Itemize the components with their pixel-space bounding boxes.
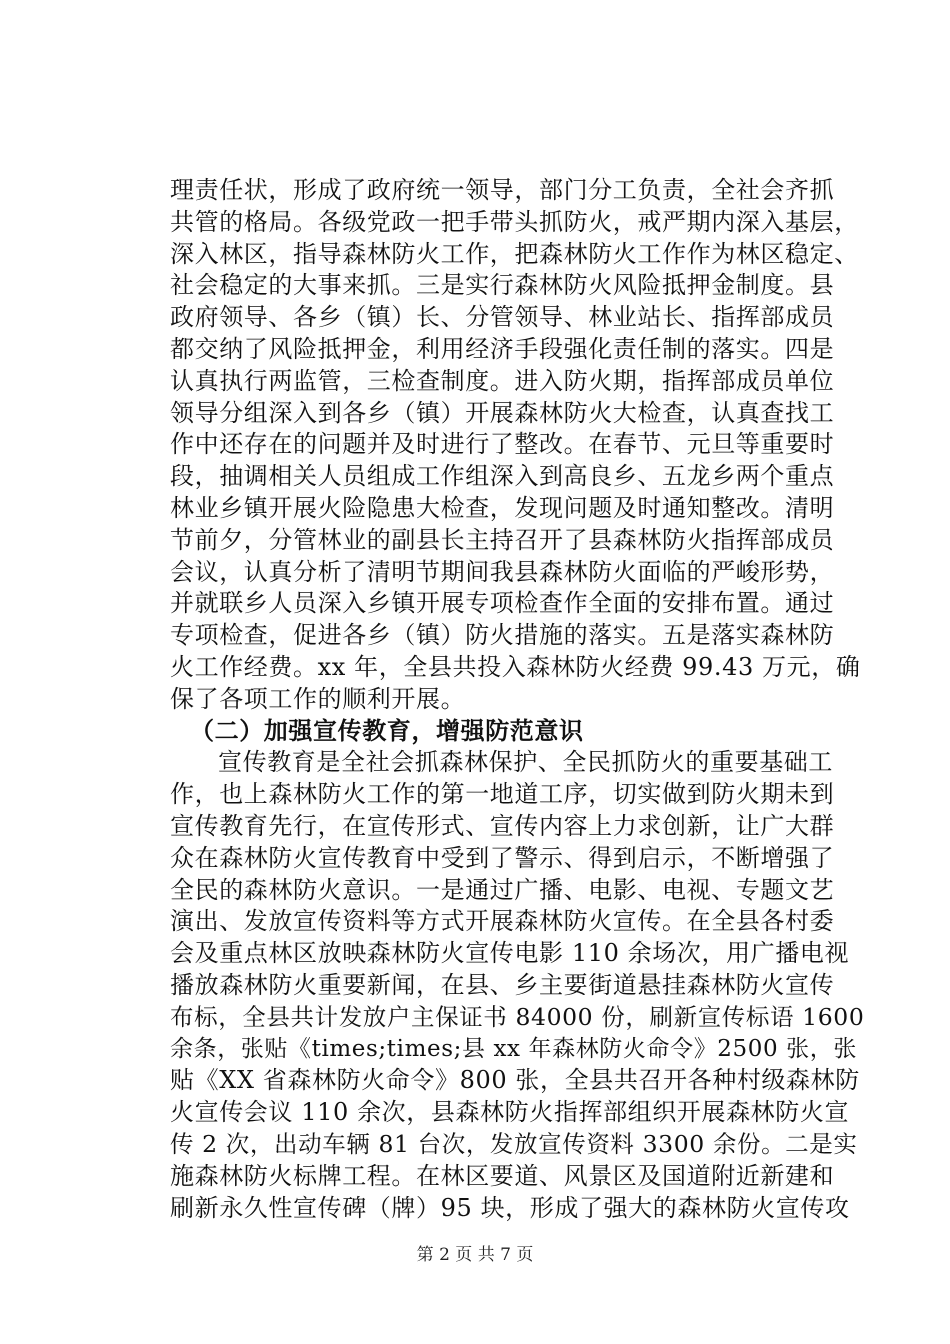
- paragraph-1: [170, 175, 870, 716]
- section-heading: （二）加强宣传教育，增强防范意识: [190, 716, 584, 745]
- text-line: 社会稳定的大事来抓。三是实行森林防火风险抵押金制度。县: [170, 271, 835, 300]
- text-line: 林业乡镇开展火险隐患大检查，发现问题及时通知整改。清明: [170, 493, 835, 522]
- text-line: 火工作经费。xx 年，全县共投入森林防火经费 99.43 万元，确: [170, 652, 861, 681]
- text-line: 刷新永久性宣传碑（牌）95 块，形成了强大的森林防火宣传攻: [170, 1193, 850, 1222]
- text-line: 宣传教育是全社会抓森林保护、全民抓防火的重要基础工: [218, 748, 833, 777]
- text-line: 专项检查，促进各乡（镇）防火措施的落实。五是落实森林防: [170, 621, 835, 650]
- text-line: 传 2 次，出动车辆 81 台次，发放宣传资料 3300 余份。二是实: [170, 1129, 858, 1158]
- text-line: 保了各项工作的顺利开展。: [170, 684, 466, 713]
- text-line: 余条，张贴《times;times;县 xx 年森林防火命令》2500 张，张: [170, 1035, 857, 1062]
- text-line: 共管的格局。各级党政一把手带头抓防火，戒严期内深入基层，: [170, 207, 859, 236]
- text-line: 布标，全县共计发放户主保证书 84000 份，刷新宣传标语 1600: [170, 1002, 865, 1031]
- paragraph-2: [170, 747, 870, 1224]
- text-line: 段，抽调相关人员组成工作组深入到高良乡、五龙乡两个重点: [170, 462, 835, 491]
- page-number-footer: 第 2 页 共 7 页: [416, 1245, 534, 1265]
- text-line: 演出、发放宣传资料等方式开展森林防火宣传。在全县各村委: [170, 907, 835, 936]
- text-line: 深入林区，指导森林防火工作，把森林防火工作作为林区稳定、: [170, 239, 859, 268]
- text-line: 政府领导、各乡（镇）长、分管领导、林业站长、指挥部成员: [170, 303, 835, 332]
- text-line: 施森林防火标牌工程。在林区要道、风景区及国道附近新建和: [170, 1161, 835, 1190]
- text-line: 宣传教育先行，在宣传形式、宣传内容上力求创新，让广大群: [170, 811, 835, 840]
- text-line: 全民的森林防火意识。一是通过广播、电影、电视、专题文艺: [170, 875, 835, 904]
- text-line: 节前夕，分管林业的副县长主持召开了县森林防火指挥部成员: [170, 525, 835, 554]
- text-line: 作，也上森林防火工作的第一地道工序，切实做到防火期未到: [170, 780, 835, 809]
- text-line: 认真执行两监管，三检查制度。进入防火期，指挥部成员单位: [170, 366, 835, 395]
- text-line: 都交纳了风险抵押金，利用经济手段强化责任制的落实。四是: [170, 334, 835, 363]
- text-line: 会议，认真分析了清明节期间我县森林防火面临的严峻形势，: [170, 557, 835, 586]
- text-line: 火宣传会议 110 余次，县森林防火指挥部组织开展森林防火宣: [170, 1098, 850, 1127]
- text-line: 贴《XX 省森林防火命令》800 张，全县共召开各种村级森林防: [170, 1066, 860, 1095]
- body-text: [170, 175, 870, 1224]
- text-line: 播放森林防火重要新闻，在县、乡主要街道悬挂森林防火宣传: [170, 970, 835, 999]
- text-line: 理责任状，形成了政府统一领导，部门分工负责，全社会齐抓: [170, 176, 835, 204]
- text-line: 作中还存在的问题并及时进行了整改。在春节、元旦等重要时: [170, 430, 835, 459]
- text-line: 众在森林防火宣传教育中受到了警示、得到启示，不断增强了: [170, 843, 835, 872]
- text-line: 会及重点林区放映森林防火宣传电影 110 余场次，用广播电视: [170, 939, 850, 968]
- text-line: 并就联乡人员深入乡镇开展专项检查作全面的安排布置。通过: [170, 589, 835, 618]
- text-line: 领导分组深入到各乡（镇）开展森林防火大检查，认真查找工: [170, 398, 835, 427]
